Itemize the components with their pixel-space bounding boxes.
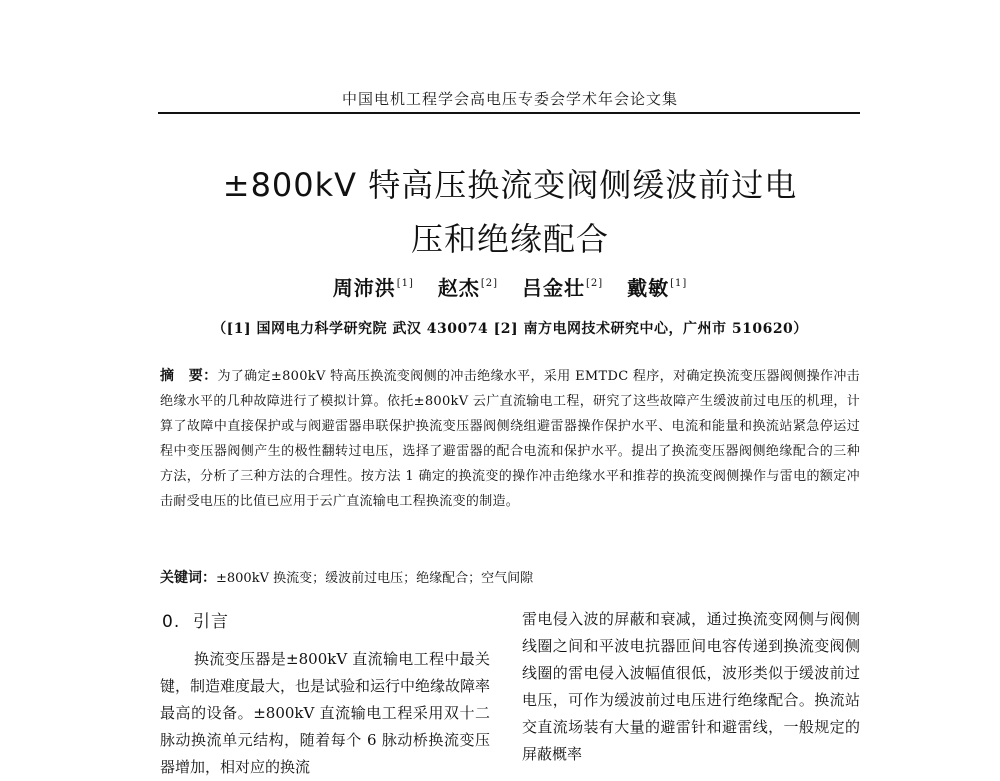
author-name: 赵杰 (437, 276, 480, 300)
header-rule (158, 112, 860, 114)
author-name: 周沛洪 (332, 276, 396, 300)
keywords-text: ±800kV 换流变；缓波前过电压；绝缘配合；空气间隙 (216, 571, 534, 586)
abstract-label: 摘 要： (160, 368, 218, 384)
body-right-column: 雷电侵入波的屏蔽和衰减，通过换流变网侧与阀侧线圈之间和平波电抗器匝间电容传递到换流变阀侧线圈的雷电侵入波幅值很低，波形类似于缓波前过电压，可作为缓波前过电压进行绝缘配合。换流站交直流场装有大量的避雷针和避雷线，一般规定的屏蔽概率 (522, 610, 860, 763)
section-number: 0. (162, 612, 181, 632)
running-header: 中国电机工程学会高电压专委会学术年会论文集 (341, 90, 678, 108)
affiliations: （[1] 国网电力科学研究院 武汉 430074 [2] 南方电网技术研究中心，广州市 510620） (212, 321, 808, 337)
author-name: 戴敏 (627, 276, 670, 300)
author-affil-mark: [1] (396, 278, 414, 289)
paper-title-line-2: 压和绝缘配合 (410, 220, 609, 258)
section-heading (162, 607, 229, 632)
abstract-text: 为了确定±800kV 特高压换流变阀侧的冲击绝缘水平，采用 EMTDC 程序，对确定换流变压器阀侧操作冲击绝缘水平的几种故障进行了模拟计算。依托±800kV 云广直流输电工程，研究了这些故障产生缓波前过电压的机理，计算了故障中直接保护或与阀避雷器串联保护换流变压器阀侧绕组避雷器操作保护水平、电流和能量和换流站紧急停运过程中变压器阀侧产生的极性翻转过电压，选择了避雷器的配合电流和保护水平。提出了换流变压器阀侧绝缘配合的三种方法，分析了三种方法的合理性。按方法 1 确定的换流变的操作冲击绝缘水平和推荐的换流变阀侧操作与雷电的额定冲击耐受电压的比值已应用于云广直流输电工程换流变的制造。 (160, 369, 860, 509)
author-name: 吕金壮 (521, 276, 585, 300)
author (438, 276, 498, 300)
author-affil-mark: [2] (585, 278, 604, 289)
abstract (160, 364, 860, 514)
paper-title-line-1: ±800kV 特高压换流变阀侧缓波前过电 (222, 166, 798, 204)
author (333, 276, 414, 300)
body-left-column: 换流变压器是±800kV 直流输电工程中最关键，制造难度最大，也是试验和运行中绝缘故障率最高的设备。±800kV 直流输电工程采用双十二脉动换流单元结构，随着每个 6 脉动桥换流变压器增加，相对应的换流 (160, 650, 491, 776)
author (627, 276, 687, 300)
author (522, 276, 603, 300)
keywords-label: 关键词： (160, 570, 216, 586)
author-affil-mark: [2] (480, 278, 499, 289)
author-affil-mark: [1] (670, 278, 688, 289)
author-list (160, 272, 860, 301)
section-title: 引言 (193, 612, 230, 632)
keywords (160, 567, 860, 590)
